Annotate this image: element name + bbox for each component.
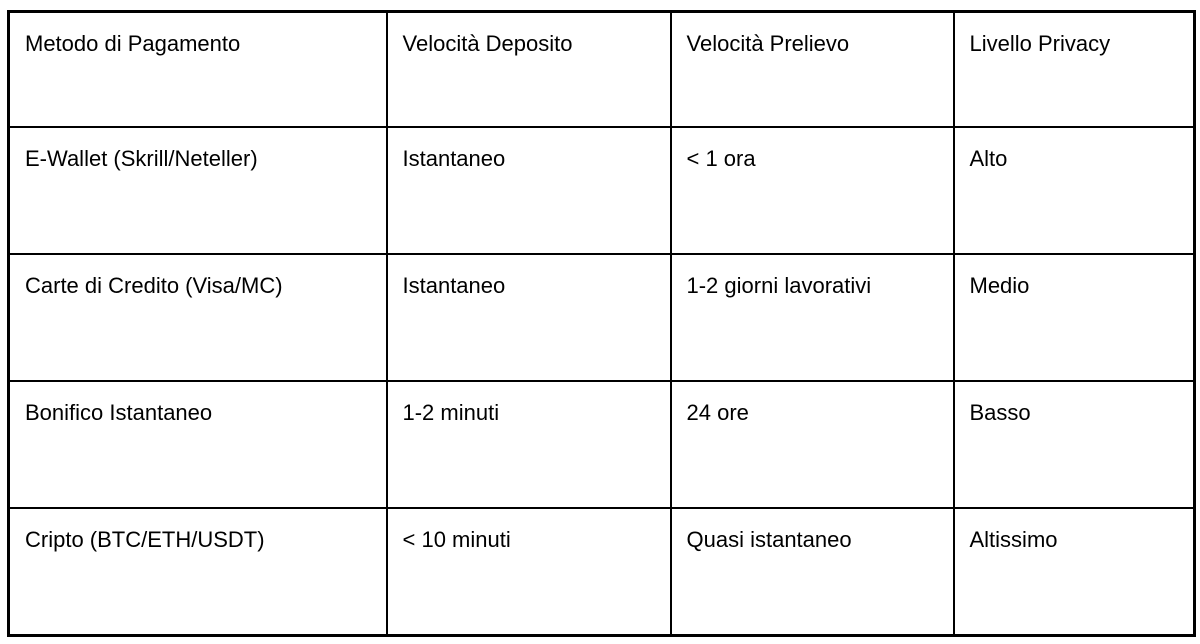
table-row-crypto <box>9 508 1195 636</box>
payment-methods-table <box>7 10 1196 637</box>
cell-withdrawal-speed: Quasi istantaneo <box>671 508 954 636</box>
cell-privacy-level: Medio <box>954 254 1195 381</box>
cell-withdrawal-speed: < 1 ora <box>671 127 954 254</box>
table-row-credit-card <box>9 254 1195 381</box>
cell-withdrawal-speed: 24 ore <box>671 381 954 508</box>
cell-privacy-level: Basso <box>954 381 1195 508</box>
column-header-livello-privacy: Livello Privacy <box>954 12 1195 128</box>
cell-deposit-speed: 1-2 minuti <box>387 381 671 508</box>
table-row-ewallet <box>9 127 1195 254</box>
cell-deposit-speed: < 10 minuti <box>387 508 671 636</box>
cell-payment-method: E-Wallet (Skrill/Neteller) <box>9 127 387 254</box>
column-header-metodo-di-pagamento: Metodo di Pagamento <box>9 12 387 128</box>
cell-payment-method: Bonifico Istantaneo <box>9 381 387 508</box>
table-row-bank-transfer <box>9 381 1195 508</box>
column-header-velocita-prelievo: Velocità Prelievo <box>671 12 954 128</box>
column-header-velocita-deposito: Velocità Deposito <box>387 12 671 128</box>
cell-payment-method: Carte di Credito (Visa/MC) <box>9 254 387 381</box>
cell-privacy-level: Alto <box>954 127 1195 254</box>
cell-deposit-speed: Istantaneo <box>387 254 671 381</box>
cell-privacy-level: Altissimo <box>954 508 1195 636</box>
cell-deposit-speed: Istantaneo <box>387 127 671 254</box>
table-header-row <box>9 12 1195 128</box>
cell-withdrawal-speed: 1-2 giorni lavorativi <box>671 254 954 381</box>
cell-payment-method: Cripto (BTC/ETH/USDT) <box>9 508 387 636</box>
